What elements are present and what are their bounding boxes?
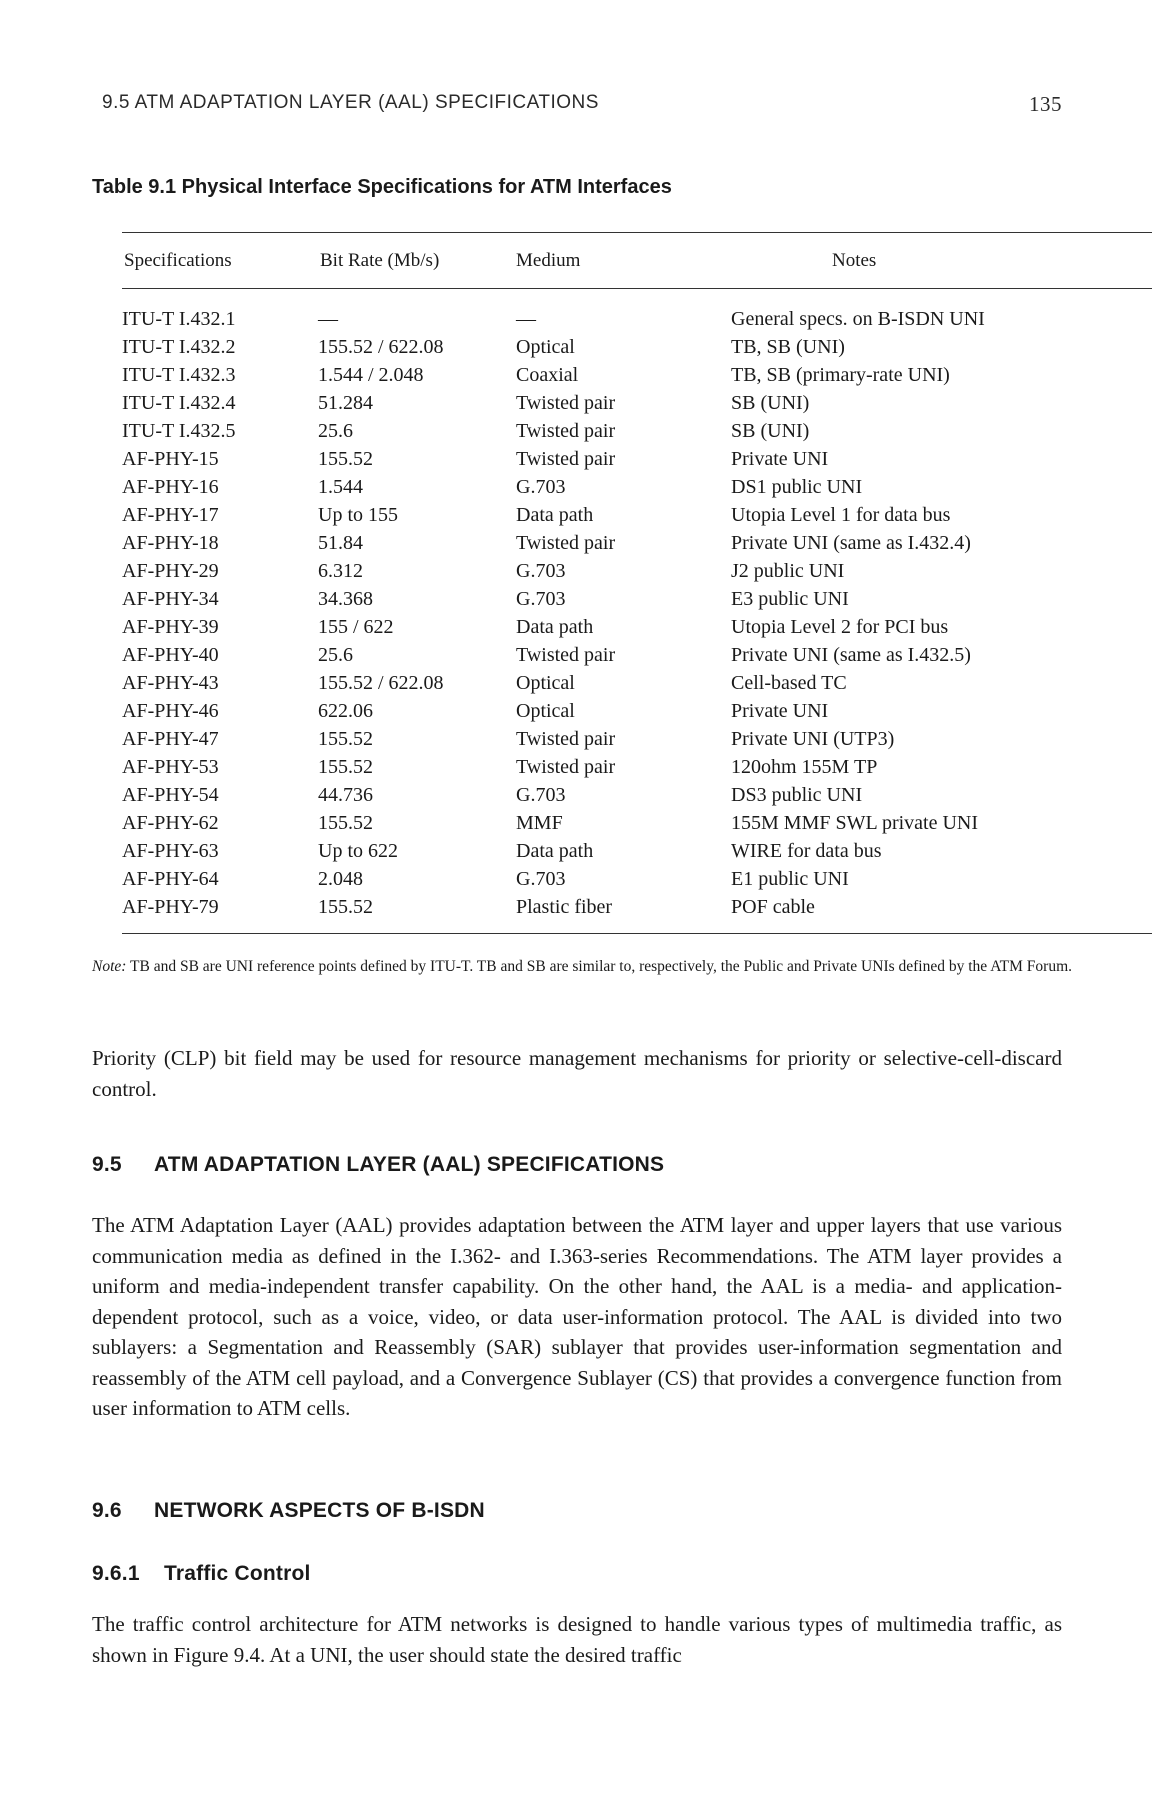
cell-medium: Optical [516,672,575,694]
table-row [92,669,1154,697]
cell-bit-rate: 155.52 [318,896,373,918]
cell-notes: Utopia Level 2 for PCI bus [731,616,949,638]
cell-medium: Plastic fiber [516,896,613,918]
cell-notes: WIRE for data bus [731,840,882,862]
cell-medium: Twisted pair [516,532,616,554]
table-body [92,305,1154,921]
table-header-row [92,250,1154,280]
section-heading-9-6 [92,1499,485,1523]
section-title: Traffic Control [164,1562,311,1585]
section-number: 9.6 [92,1499,122,1522]
cell-bit-rate: 155 / 622 [318,616,394,638]
cell-notes: SB (UNI) [731,420,810,442]
table-row [92,529,1154,557]
cell-bit-rate: 155.52 [318,812,373,834]
section-number: 9.5 [92,1153,122,1176]
table-row [92,837,1154,865]
cell-medium: Data path [516,840,594,862]
cell-medium: Coaxial [516,364,579,386]
section-heading-9-6-1 [92,1562,311,1586]
cell-bit-rate: 155.52 / 622.08 [318,672,444,694]
cell-notes: Private UNI [731,700,829,722]
table-row [92,501,1154,529]
header-specifications: Specifications [124,250,232,271]
cell-medium: G.703 [516,784,566,806]
cell-notes: 155M MMF SWL private UNI [731,812,979,834]
cell-notes: DS1 public UNI [731,476,863,498]
table-row [92,725,1154,753]
cell-notes: POF cable [731,896,815,918]
cell-specification: AF-PHY-29 [122,560,219,582]
cell-medium: G.703 [516,476,566,498]
section-number: 9.6.1 [92,1562,140,1585]
header-notes: Notes [832,250,877,271]
table-row [92,333,1154,361]
table-row [92,389,1154,417]
section-title: NETWORK ASPECTS OF B-ISDN [154,1499,485,1522]
cell-specification: AF-PHY-43 [122,672,219,694]
cell-medium: Twisted pair [516,448,616,470]
table-caption: Table 9.1 Physical Interface Specifications for ATM Interfaces [92,176,672,198]
cell-notes: TB, SB (primary-rate UNI) [731,364,950,386]
cell-bit-rate: 155.52 [318,728,373,750]
cell-notes: E1 public UNI [731,868,849,890]
cell-bit-rate: 155.52 [318,448,373,470]
table-row [92,809,1154,837]
cell-medium: G.703 [516,868,566,890]
cell-notes: TB, SB (UNI) [731,336,845,358]
note-text: TB and SB are UNI reference points defined by ITU-T. TB and SB are similar to, respectively, the Public and Private UNIs defined by the ATM Forum. [126,958,1073,975]
cell-bit-rate: 6.312 [318,560,363,582]
header-bit-rate: Bit Rate (Mb/s) [320,250,440,271]
cell-specification: AF-PHY-54 [122,784,219,806]
cell-medium: Twisted pair [516,756,616,778]
table-row [92,613,1154,641]
table-row [92,557,1154,585]
paragraph-continuation: Priority (CLP) bit field may be used for resource management mechanisms for priority or selective-cell-discard control. [92,1046,1062,1101]
cell-medium: — [516,308,536,330]
cell-medium: Twisted pair [516,392,616,414]
table-top-rule [122,232,1152,233]
cell-bit-rate: 44.736 [318,784,373,806]
cell-bit-rate: Up to 155 [318,504,398,526]
cell-notes: Cell-based TC [731,672,847,694]
cell-specification: ITU-T I.432.4 [122,392,236,414]
header-medium: Medium [516,250,581,271]
table-row [92,893,1154,921]
cell-notes: Private UNI (UTP3) [731,728,895,750]
cell-bit-rate: 51.284 [318,392,373,414]
cell-specification: AF-PHY-64 [122,868,219,890]
cell-medium: Optical [516,700,575,722]
cell-specification: AF-PHY-34 [122,588,219,610]
cell-bit-rate: 1.544 [318,476,363,498]
table-bottom-rule [122,933,1152,934]
table-row [92,445,1154,473]
table-note [92,955,1092,978]
cell-bit-rate: 34.368 [318,588,373,610]
cell-specification: AF-PHY-15 [122,448,219,470]
cell-notes: J2 public UNI [731,560,845,582]
cell-specification: ITU-T I.432.1 [122,308,236,330]
running-head-title: 9.5 ATM ADAPTATION LAYER (AAL) SPECIFICATIONS [102,92,599,113]
section-heading-9-5 [92,1153,664,1177]
cell-notes: E3 public UNI [731,588,849,610]
cell-notes: Private UNI (same as I.432.5) [731,644,971,666]
table-row [92,865,1154,893]
cell-medium: G.703 [516,560,566,582]
cell-medium: Twisted pair [516,728,616,750]
cell-bit-rate: 155.52 [318,756,373,778]
table-row [92,417,1154,445]
cell-notes: Utopia Level 1 for data bus [731,504,951,526]
paragraph-traffic-control: The traffic control architecture for ATM networks is designed to handle various types of multimedia traffic, as shown in Figure 9.4. At a UNI, the user should state the desired traffic [92,1612,1062,1667]
cell-bit-rate: 1.544 / 2.048 [318,364,424,386]
cell-medium: Data path [516,616,594,638]
cell-specification: ITU-T I.432.3 [122,364,236,386]
page-number: 135 [1029,92,1062,116]
cell-specification: AF-PHY-62 [122,812,219,834]
cell-medium: G.703 [516,588,566,610]
table-row [92,473,1154,501]
cell-medium: Twisted pair [516,420,616,442]
cell-specification: AF-PHY-18 [122,532,219,554]
cell-bit-rate: 2.048 [318,868,363,890]
section-title: ATM ADAPTATION LAYER (AAL) SPECIFICATIONS [154,1153,665,1176]
cell-medium: Data path [516,504,594,526]
table-row [92,641,1154,669]
table-row [92,585,1154,613]
cell-medium: MMF [516,812,563,834]
cell-specification: AF-PHY-16 [122,476,219,498]
table-header-rule [122,288,1152,289]
cell-bit-rate: — [318,308,338,330]
table-row [92,753,1154,781]
cell-bit-rate: 155.52 / 622.08 [318,336,444,358]
cell-specification: ITU-T I.432.2 [122,336,236,358]
table-row [92,697,1154,725]
cell-medium: Twisted pair [516,644,616,666]
cell-specification: AF-PHY-63 [122,840,219,862]
cell-medium: Optical [516,336,575,358]
table-row [92,361,1154,389]
cell-notes: General specs. on B-ISDN UNI [731,308,985,330]
cell-bit-rate: 25.6 [318,644,353,666]
cell-bit-rate: Up to 622 [318,840,398,862]
note-label: Note: [92,958,127,975]
cell-bit-rate: 622.06 [318,700,373,722]
cell-notes: Private UNI (same as I.432.4) [731,532,971,554]
cell-specification: AF-PHY-17 [122,504,219,526]
cell-notes: 120ohm 155M TP [731,756,878,778]
cell-notes: SB (UNI) [731,392,810,414]
cell-specification: AF-PHY-47 [122,728,219,750]
cell-specification: AF-PHY-39 [122,616,219,638]
cell-specification: AF-PHY-79 [122,896,219,918]
paragraph-aal: The ATM Adaptation Layer (AAL) provides adaptation between the ATM layer and upper layers that use various communication media as defined in the I.362- and I.363-series Recommendations. The ATM layer provides a uniform and media-independent transfer capability. On the other hand, the AAL is a media- and application-dependent protocol, such as a voice, video, or data user-information protocol. The AAL is divided into two sublayers: a Segmentation and Reassembly (SAR) sublayer that provides user-information segmentation and reassembly of the ATM cell payload, and a Convergence Sublayer (CS) that provides a convergence function from user information to ATM cells. [92,1213,1062,1420]
table-row [92,305,1154,333]
cell-notes: Private UNI [731,448,829,470]
table-row [92,781,1154,809]
cell-notes: DS3 public UNI [731,784,863,806]
cell-specification: AF-PHY-40 [122,644,219,666]
cell-specification: AF-PHY-46 [122,700,219,722]
cell-bit-rate: 51.84 [318,532,363,554]
cell-specification: ITU-T I.432.5 [122,420,236,442]
cell-bit-rate: 25.6 [318,420,353,442]
cell-specification: AF-PHY-53 [122,756,219,778]
